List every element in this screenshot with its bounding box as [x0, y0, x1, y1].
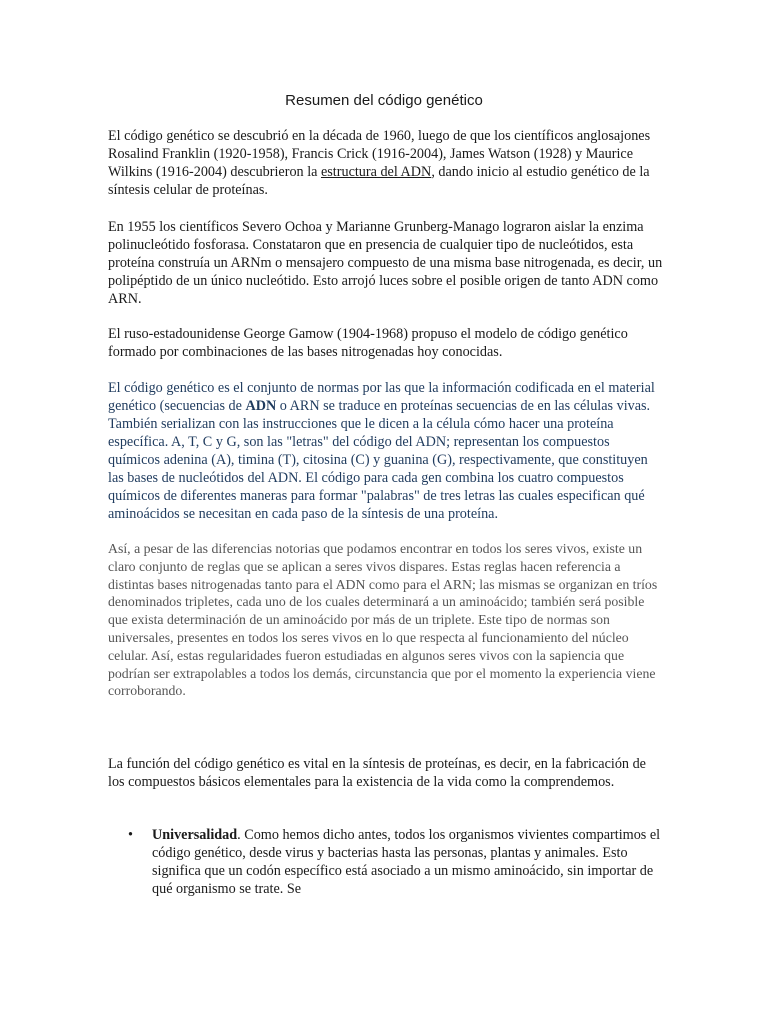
paragraph-definition — [108, 379, 664, 523]
paragraph-gamow: El ruso-estadounidense George Gamow (1904-1968) propuso el modelo de código genético formado por combinaciones de las bases nitrogenadas hoy conocidas. — [108, 326, 628, 360]
paragraph-text: o ARN se traduce en proteínas secuencias de en las células vivas. También serializan con las instrucciones que le dicen a la célula cómo hacer una proteína específica. A, T, C y G, son las "letras" del código del ADN; representan los compuestos químicos adenina (A), timina (T), citosina (C) y guanina (G), respectivamente, que constituyen las bases de nucleótidos del ADN. El código para cada gen combina los cuatro compuestos químicos de diferentes maneras para formar "palabras" de tres letras las cuales especifican qué aminoácidos se necesitan en cada paso de la síntesis de una proteína. — [108, 398, 651, 522]
list-item-universality — [108, 826, 664, 898]
paragraph-ochoa: En 1955 los científicos Severo Ochoa y Marianne Grunberg-Manago lograron aislar la enzima polinucleótido fosforasa. Constataron que en presencia de cualquier tipo de nucleótidos, esta proteína construía un ARNm o mensajero compuesto de una misma base nitrogenada, es decir, un polipéptido de un único nucleótido. Esto arrojó luces sobre el posible origen de tanto ADN como ARN. — [108, 219, 663, 307]
paragraph-text: , dando inicio al estudio genético de la síntesis celular de proteínas. — [108, 164, 650, 198]
list-item-term: Universalidad — [152, 827, 238, 843]
paragraph-discovery — [108, 127, 664, 199]
paragraph-function: La función del código genético es vital en la síntesis de proteínas, es decir, en la fabricación de los compuestos básicos elementales para la existencia de la vida como la comprendemos. — [108, 756, 646, 790]
bullet-icon: • — [128, 827, 133, 843]
paragraph-text: El código genético se descubrió en la década de 1960, luego de que los científicos anglosajones Rosalind Franklin (1920-1958), Francis Crick (1916-2004), James Watson (1928) y Maurice Wilkins (1916-2004) descubrieron la — [108, 128, 651, 180]
adn-bold-term: ADN — [245, 398, 277, 414]
dna-structure-link[interactable]: estructura del ADN — [320, 164, 432, 180]
list-item-text: . Como hemos dicho antes, todos los organismos vivientes compartimos el código genético, desde virus y bacterias hasta las personas, plantas y animales. Esto significa que un codón específico está asociado a un mismo aminoácido, sin importar de qué organismo se trate. Se — [152, 827, 661, 897]
paragraph-universal-rules: Así, a pesar de las diferencias notorias que podamos encontrar en todos los seres vivos, existe un claro conjunto de reglas que se aplican a seres vivos dispares. Estas reglas hacen referencia a distintas bases nitrogenadas tanto para el ADN como para el ARN; las mismas se organizan en tríos denominados tripletes, cada uno de los cuales determinará a un aminoácido; también será posible que exista determinación de un aminoácido por más de un triplete. Este tipo de normas son universales, presentes en todos los seres vivos en lo que respecta al funcionamiento del núcleo celular. Así, estas regularidades fueron estudiadas en algunos seres vivos con la sapiencia que podrían ser extrapolables a todos los demás, circunstancia que por el momento la experiencia viene corroborando. — [108, 541, 658, 699]
properties-list — [108, 826, 664, 898]
document-title: Resumen del código genético — [285, 92, 483, 109]
paragraph-text: El código genético es el conjunto de normas por las que la información codificada en el material genético (secuencias de — [108, 380, 655, 414]
